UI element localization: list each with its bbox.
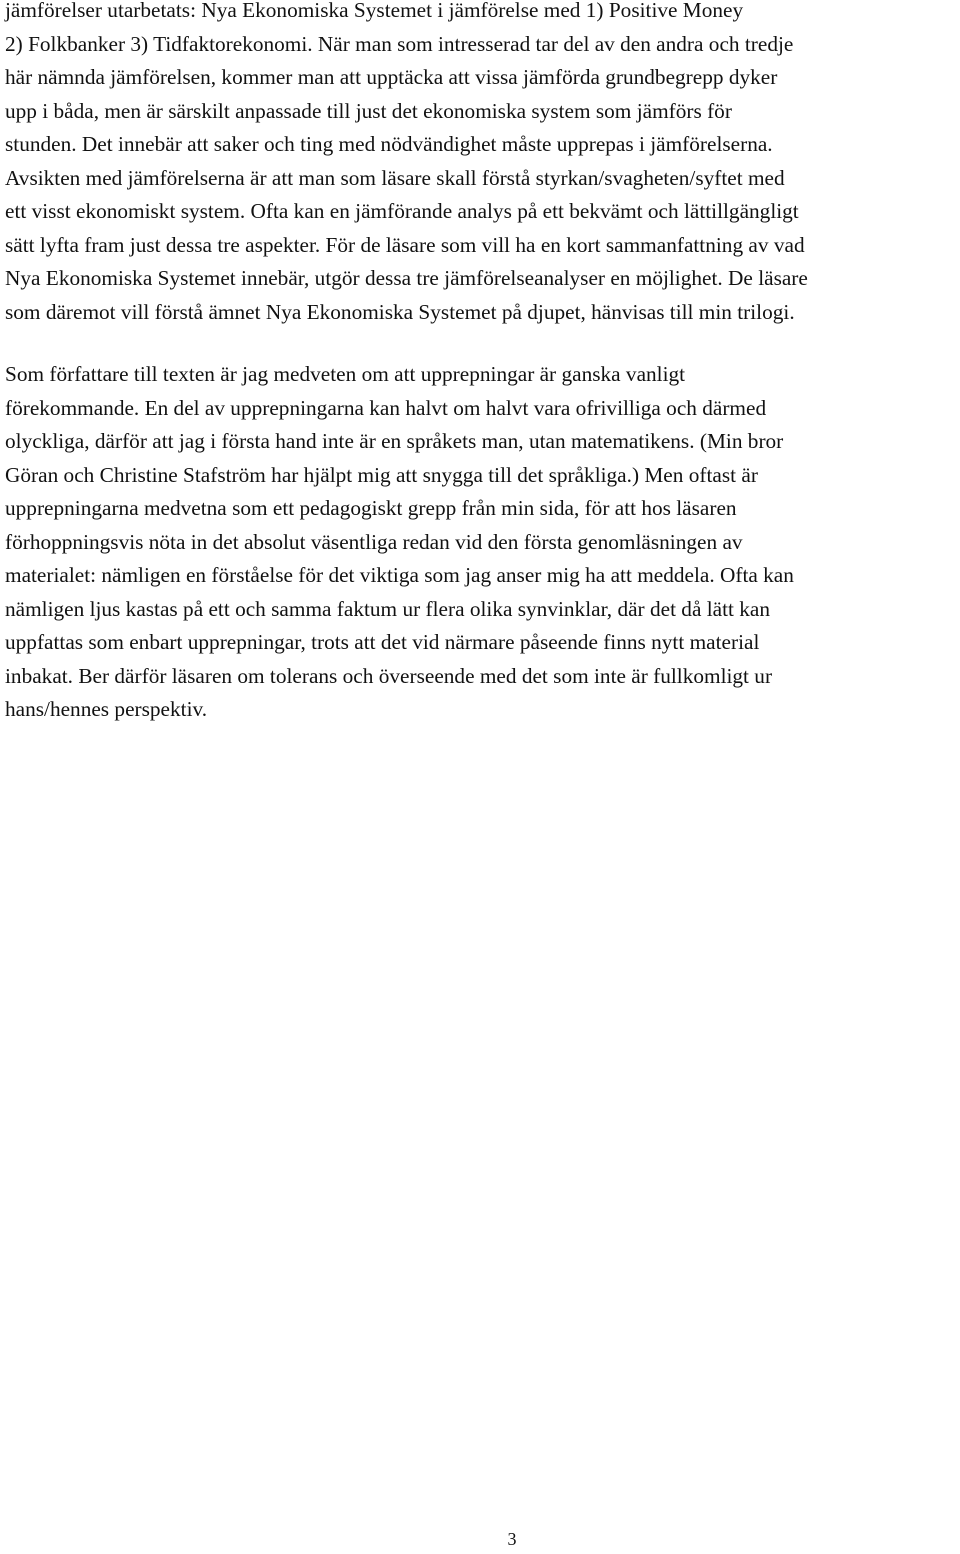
- text-line: förhoppningsvis nöta in det absolut väsentliga redan vid den första genomläsningen av: [5, 529, 743, 554]
- text-line: förekommande. En del av upprepningarna kan halvt om halvt vara ofrivilliga och därmed: [5, 395, 767, 420]
- text-line: Som författare till texten är jag medveten om att upprepningar är ganska vanligt: [5, 362, 686, 386]
- text-line: ett visst ekonomiskt system. Ofta kan en jämförande analys på ett bekvämt och lättillgängligt: [5, 199, 799, 223]
- text-line: upprepningarna medvetna som ett pedagogiskt grepp från min sida, för att hos läsaren: [5, 496, 737, 520]
- text-line: jämförelser utarbetats: Nya Ekonomiska Systemet i jämförelse med 1) Positive Money: [5, 0, 744, 22]
- text-line: stunden. Det innebär att saker och ting med nödvändighet måste upprepas i jämförelserna.: [5, 132, 773, 156]
- text-line: 2) Folkbanker 3) Tidfaktorekonomi. När man som intresserad tar del av den andra och tredje: [5, 31, 794, 56]
- text-line: Avsikten med jämförelserna är att man som läsare skall förstå styrkan/svagheten/syftet med: [5, 165, 785, 190]
- text-line: Nya Ekonomiska Systemet innebär, utgör dessa tre jämförelseanalyser en möjlighet. De läsare: [5, 266, 808, 290]
- text-line: sätt lyfta fram just dessa tre aspekter. För de läsare som vill ha en kort sammanfattning av vad: [5, 232, 805, 257]
- text-line: olyckliga, därför att jag i första hand inte är en språkets man, utan matematikens. (Min bror: [5, 429, 784, 453]
- text-line: som däremot vill förstå ämnet Nya Ekonomiska Systemet på djupet, hänvisas till min trilogi.: [5, 299, 795, 324]
- text-line: upp i båda, men är särskilt anpassade till just det ekonomiska system som jämförs för: [5, 98, 732, 123]
- paragraph-repetitions: [5, 358, 794, 727]
- text-line: hans/hennes perspektiv.: [5, 697, 208, 721]
- text-line: Göran och Christine Stafström har hjälpt mig att snygga till det språkliga.) Men oftast är: [5, 462, 758, 487]
- text-line: materialet: nämligen en förståelse för det viktiga som jag anser mig ha att meddela. Ofta kan: [5, 563, 794, 587]
- text-line: inbakat. Ber därför läsaren om tolerans och överseende med det som inte är fullkomligt ur: [5, 663, 773, 688]
- page-number: 3: [507, 1529, 517, 1549]
- text-line: här nämnda jämförelsen, kommer man att upptäcka att vissa jämförda grundbegrepp dyker: [5, 65, 778, 89]
- paragraph-comparisons: [5, 0, 808, 329]
- text-line: nämligen ljus kastas på ett och samma faktum ur flera olika synvinklar, där det då lätt kan: [5, 596, 771, 621]
- text-line: uppfattas som enbart upprepningar, trots att det vid närmare påseende finns nytt material: [5, 630, 760, 654]
